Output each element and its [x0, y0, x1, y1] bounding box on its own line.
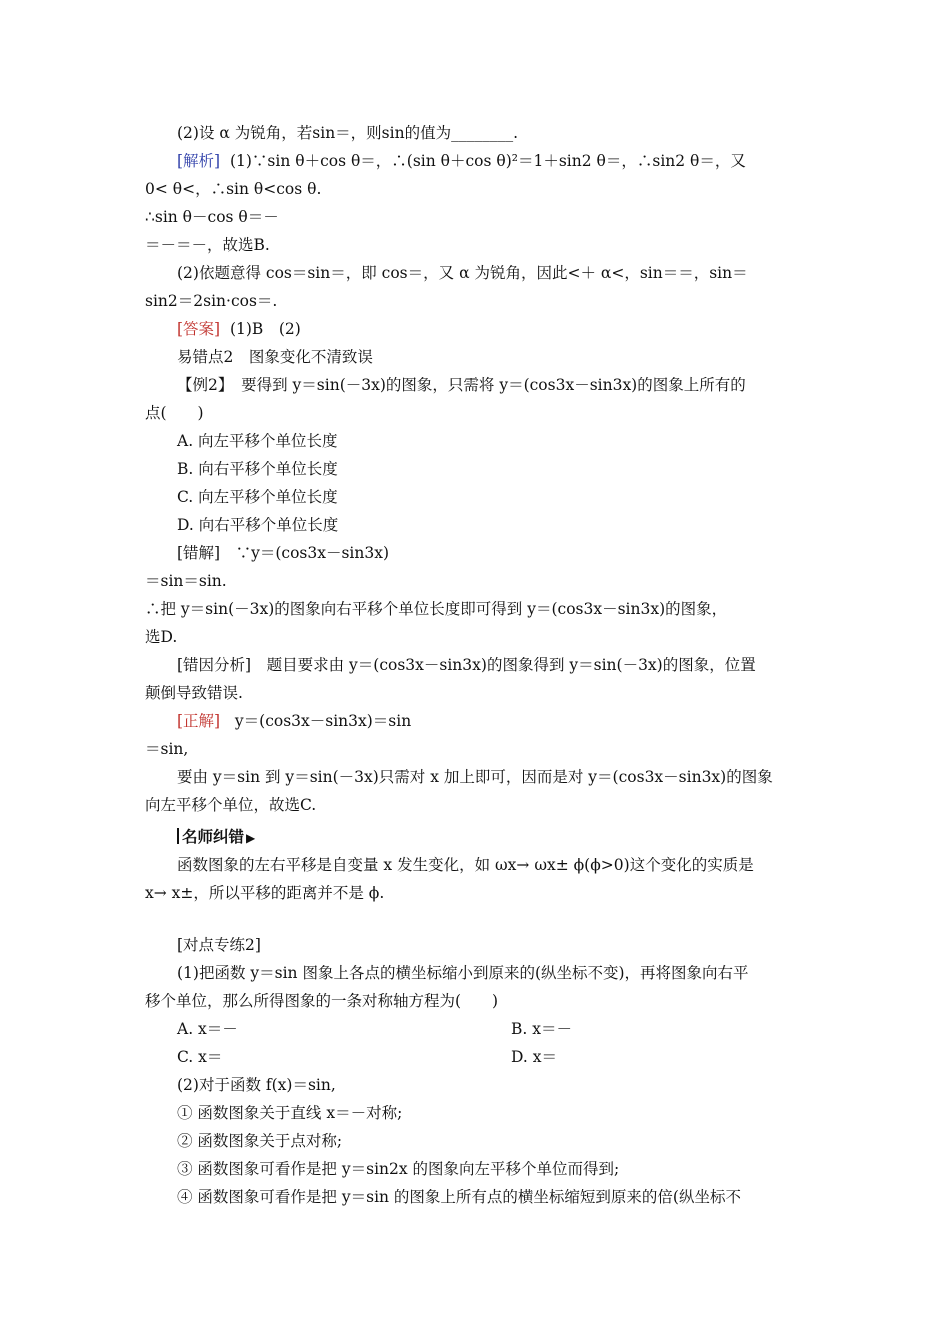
option-a: A. 向左平移个单位长度 — [177, 432, 338, 450]
heading-bar — [177, 828, 179, 844]
practice-option-c: C. x＝ — [177, 1048, 223, 1066]
answer-tag: [答案] — [177, 320, 221, 338]
correct-solution-text: y＝(cos3x－sin3x)＝sin — [234, 712, 412, 730]
triangle-right-icon: ▶ — [246, 831, 256, 845]
teacher-correction-heading — [177, 827, 255, 848]
analysis-line-3: ∴sin θ－cos θ＝－ — [145, 208, 279, 226]
option-c: C. 向左平移个单位长度 — [177, 488, 338, 506]
practice-option-b: B. x＝－ — [511, 1020, 572, 1038]
analysis-line-6: sin2＝2sin·cos＝. — [145, 292, 278, 310]
error-point-heading: 易错点2 图象变化不清致误 — [177, 348, 373, 366]
example-2-stem-cont: 点( ) — [145, 404, 204, 422]
teacher-correction-line-2: x→ x±，所以平移的距离并不是 ϕ. — [145, 884, 385, 902]
practice-2-heading: [对点专练2] — [177, 936, 261, 954]
correct-solution-line-1 — [177, 711, 845, 731]
option-b: B. 向右平移个单位长度 — [177, 460, 338, 478]
wrong-solution-line-2: ＝sin＝sin. — [145, 572, 227, 590]
statement-3: ③ 函数图象可看作是把 y＝sin2x 的图象向左平移个单位而得到; — [177, 1160, 620, 1178]
correct-solution-line-3: 要由 y＝sin 到 y＝sin(－3x)只需对 x 加上即可，因而是对 y＝(cos3x－sin3x)的图象 — [177, 768, 773, 786]
correct-solution-line-2: ＝sin, — [145, 740, 189, 758]
answer-line — [177, 319, 845, 339]
option-d: D. 向右平移个单位长度 — [177, 516, 339, 534]
correct-solution-tag: [正解] — [177, 712, 221, 730]
practice-option-d: D. x＝ — [511, 1048, 557, 1066]
practice-q1-line-2: 移个单位，那么所得图象的一条对称轴方程为( ) — [145, 992, 499, 1010]
wrong-solution-line-3: ∴把 y＝sin(－3x)的图象向右平移个单位长度即可得到 y＝(cos3x－sin3x)的图象， — [145, 600, 728, 618]
analysis-line-4: ＝－＝－，故选B. — [145, 236, 270, 254]
example-2-stem: 【例2】 要得到 y＝sin(－3x)的图象，只需将 y＝(cos3x－sin3x)的图象上所有的 — [177, 376, 746, 394]
wrong-solution-line-1: [错解] ∵y＝(cos3x－sin3x) — [177, 544, 390, 562]
analysis-line-5: (2)依题意得 cos＝sin＝，即 cos＝，又 α 为锐角，因此<＋ α<，sin＝＝，sin＝ — [177, 264, 748, 282]
analysis-text: (1)∵sin θ＋cos θ＝，∴(sin θ＋cos θ)²＝1＋sin2 θ＝，∴sin2 θ＝，又 — [229, 152, 746, 170]
analysis-line-2: 0< θ<，∴sin θ<cos θ. — [145, 180, 322, 198]
question-2-stem: (2)设 α 为锐角，若sin＝，则sin的值为________. — [177, 124, 518, 142]
error-analysis-line-1: [错因分析] 题目要求由 y＝(cos3x－sin3x)的图象得到 y＝sin(－3x)的图象，位置 — [177, 656, 756, 674]
correct-solution-line-4: 向左平移个单位，故选C. — [145, 796, 317, 814]
practice-q2-stem: (2)对于函数 f(x)＝sin, — [177, 1076, 336, 1094]
statement-2: ② 函数图象关于点对称; — [177, 1132, 343, 1150]
analysis-tag: [解析] — [177, 152, 221, 170]
statement-4: ④ 函数图象可看作是把 y＝sin 的图象上所有点的横坐标缩短到原来的倍(纵坐标不 — [177, 1188, 741, 1206]
practice-q1-line-1: (1)把函数 y＝sin 图象上各点的横坐标缩小到原来的(纵坐标不变)，再将图象向右平 — [177, 964, 749, 982]
wrong-solution-line-4: 选D. — [145, 628, 178, 646]
statement-1: ① 函数图象关于直线 x＝－对称; — [177, 1104, 403, 1122]
teacher-correction-line-1: 函数图象的左右平移是自变量 x 发生变化，如 ωx→ ωx± ϕ(ϕ>0)这个变化的实质是 — [177, 856, 754, 874]
practice-option-a: A. x＝－ — [177, 1020, 238, 1038]
error-analysis-line-2: 颠倒导致错误. — [145, 684, 243, 702]
answer-text: (1)B (2) — [229, 320, 301, 338]
teacher-correction-title: 名师纠错 — [182, 828, 245, 846]
analysis-line-1 — [177, 151, 845, 171]
